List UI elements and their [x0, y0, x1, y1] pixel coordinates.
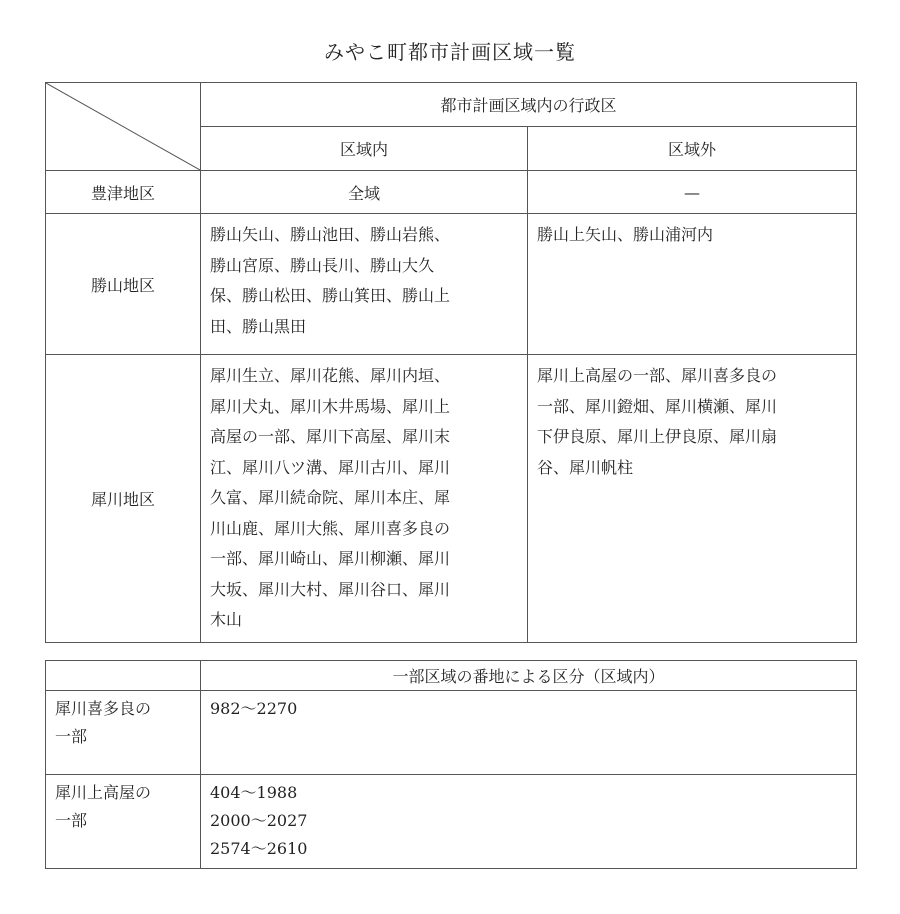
district-label: 勝山地区 [90, 275, 155, 295]
district-cell [46, 171, 201, 214]
sub-corner-cell [46, 661, 201, 691]
lot-range: 2574～2610 [210, 839, 308, 858]
header-group-cell [201, 83, 857, 127]
outside-line: 犀川上高屋の一部、犀川喜多良の [537, 366, 778, 385]
header-outside-label: 区域外 [668, 140, 717, 159]
area-name-line: 犀川上高屋の [55, 783, 152, 802]
table-row [46, 214, 857, 355]
inside-line: 江、犀川八ツ溝、犀川古川、犀川 [210, 457, 451, 477]
table-row [46, 171, 857, 214]
inside-line: 木山 [210, 610, 243, 629]
sub-header-cell [201, 661, 857, 691]
inside-line: 犀川生立、犀川花熊、犀川内垣、 [210, 366, 451, 385]
district-label: 豊津地区 [90, 183, 155, 203]
corner-cell [46, 83, 201, 171]
header-group-label: 都市計画区域内の行政区 [440, 96, 617, 115]
area-name-cell [46, 775, 201, 869]
outside-cell [528, 171, 857, 214]
header-outside-cell [528, 127, 857, 171]
outside-line: 一部、犀川鐙畑、犀川横瀬、犀川 [537, 396, 778, 416]
table-row [46, 691, 857, 775]
outside-line: 勝山上矢山、勝山浦河内 [537, 225, 714, 244]
page-title: みやこ町都市計画区域一覧 [324, 40, 576, 64]
header-inside-cell [201, 127, 528, 171]
district-label: 犀川地区 [90, 489, 155, 509]
district-cell [46, 355, 201, 643]
urban-planning-area-table [45, 82, 857, 643]
inside-line: 犀川犬丸、犀川木井馬場、犀川上 [210, 396, 451, 416]
inside-line: 田、勝山黒田 [210, 316, 307, 336]
inside-cell [201, 214, 528, 355]
lot-range: 982～2270 [210, 699, 298, 718]
lot-range-cell [201, 691, 857, 775]
inside-text: 全域 [347, 183, 380, 203]
area-name-line: 一部 [55, 811, 88, 830]
lot-range-cell [201, 775, 857, 869]
outside-line: 下伊良原、犀川上伊良原、犀川扇 [537, 427, 778, 446]
sub-header-label: 一部区域の番地による区分（区域内） [392, 667, 665, 686]
area-name-line: 犀川喜多良の [55, 699, 152, 718]
lot-range: 404～1988 [210, 783, 298, 802]
inside-line: 高屋の一部、犀川下高屋、犀川末 [210, 427, 451, 446]
area-name-line: 一部 [55, 727, 88, 746]
inside-cell [201, 171, 528, 214]
diagonal-line [46, 83, 200, 170]
outside-cell [528, 214, 857, 355]
inside-line: 大坂、犀川大村、犀川谷口、犀川 [210, 579, 451, 599]
inside-line: 勝山宮原、勝山長川、勝山大久 [210, 255, 435, 275]
outside-cell [528, 355, 857, 643]
lot-range: 2000～2027 [210, 811, 308, 830]
inside-line: 久富、犀川続命院、犀川本庄、犀 [210, 488, 451, 507]
outside-line: 谷、犀川帆柱 [537, 457, 634, 477]
district-cell [46, 214, 201, 355]
inside-cell [201, 355, 528, 643]
partial-area-lot-table [45, 660, 857, 869]
inside-line: 保、勝山松田、勝山箕田、勝山上 [210, 286, 451, 305]
table-row [46, 775, 857, 869]
inside-line: 勝山矢山、勝山池田、勝山岩熊、 [210, 225, 451, 244]
inside-line: 一部、犀川崎山、犀川柳瀬、犀川 [210, 549, 451, 568]
inside-line: 川山鹿、犀川大熊、犀川喜多良の [210, 518, 451, 538]
header-inside-label: 区域内 [339, 140, 388, 159]
outside-text: — [684, 182, 700, 202]
table-row [46, 355, 857, 643]
area-name-cell [46, 691, 201, 775]
